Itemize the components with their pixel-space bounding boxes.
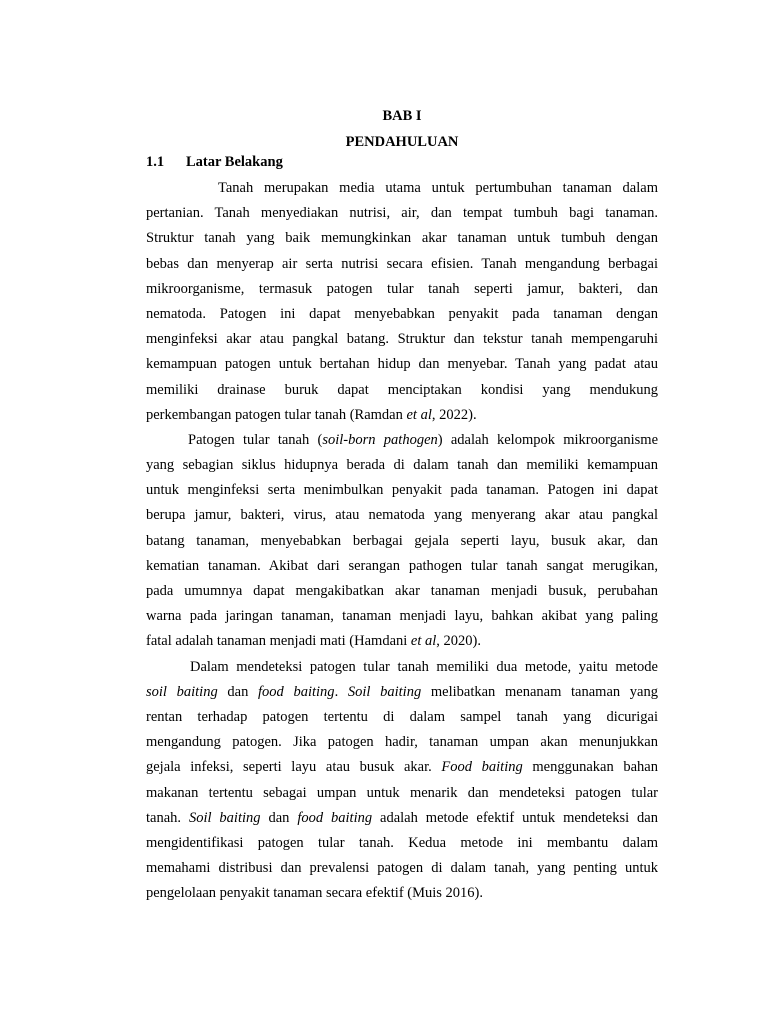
chapter-heading (0, 103, 768, 155)
section-heading (146, 152, 283, 172)
paragraph-line: Patogen tular tanah (soil-born pathogen) adalah kelompok mikroorganisme (188, 431, 659, 448)
paragraph-line: makanan tertentu sebagai umpan untuk menarik dan mendeteksi patogen tular (146, 784, 658, 801)
paragraph (146, 657, 658, 909)
paragraph-line: batang tanaman, menyebabkan berbagai gejala seperti layu, busuk akar, dan (146, 532, 658, 549)
paragraph-line: pada umumnya dapat mengakibatkan akar tanaman menjadi busuk, perubahan (146, 583, 658, 599)
paragraph-line: soil baiting dan food baiting. Soil baiting melibatkan menanam tanaman yang (146, 683, 658, 700)
paragraph-line: Struktur tanah yang baik memungkinkan akar tanaman untuk tumbuh dengan (146, 230, 658, 247)
paragraph-line: rentan terhadap patogen tertentu di dalam sampel tanah yang dicurigai (146, 708, 658, 725)
paragraph-line: mengandung patogen. Jika patogen hadir, tanaman umpan akan menunjukkan (146, 734, 658, 751)
body-text (146, 178, 658, 908)
italic-term: soil-born pathogen (322, 431, 438, 448)
paragraph-line: Tanah merupakan media utama untuk pertumbuhan tanaman dalam (218, 180, 658, 196)
section-number: 1.1 (146, 154, 165, 170)
italic-term: Food baiting (441, 759, 523, 776)
paragraph (146, 430, 658, 657)
paragraph-line: berupa jamur, bakteri, virus, atau nematoda yang menyerang akar atau pangkal (146, 507, 658, 524)
italic-term: et al (406, 406, 432, 423)
paragraph-line: warna pada jaringan tanaman, tanaman menjadi layu, bahkan akibat yang paling (146, 608, 658, 625)
section-title: Latar Belakang (186, 154, 283, 170)
paragraph (146, 178, 658, 430)
paragraph-line: bebas dan menyerap air serta nutrisi secara efisien. Tanah mengandung berbagai (146, 255, 658, 272)
paragraph-line: perkembangan patogen tular tanah (Ramdan et al, 2022). (146, 406, 477, 423)
italic-term: et al (410, 633, 437, 650)
paragraph-line: kemampuan patogen untuk bertahan hidup dan menyebar. Tanah yang padat atau (146, 356, 658, 373)
paragraph-line: nematoda. Patogen ini dapat menyebabkan penyakit pada tanaman dengan (146, 305, 658, 322)
italic-term: food baiting (258, 683, 335, 700)
italic-term: Soil baiting (188, 809, 261, 826)
chapter-title: PENDAHULUAN (345, 134, 459, 150)
paragraph-line: memahami distribusi dan prevalensi patogen di dalam tanah, yang penting untuk (146, 860, 658, 877)
paragraph-line: Dalam mendeteksi patogen tular tanah memiliki dua metode, yaitu metode (190, 658, 658, 675)
paragraph-line: mikroorganisme, termasuk patogen tular tanah seperti jamur, bakteri, dan (146, 280, 658, 297)
chapter-label: BAB I (382, 108, 422, 124)
paragraph-line: fatal adalah tanaman menjadi mati (Hamdani et al, 2020). (146, 633, 482, 650)
paragraph-line: menginfeksi akar atau pangkal batang. Struktur dan tekstur tanah mempengaruhi (146, 331, 658, 348)
paragraph-line: pertanian. Tanah menyediakan nutrisi, air, dan tempat tumbuh bagi tanaman. (146, 205, 658, 222)
paragraph-line: kematian tanaman. Akibat dari serangan pathogen tular tanah sangat merugikan, (146, 557, 658, 574)
paragraph-line: gejala infeksi, seperti layu atau busuk akar. Food baiting menggunakan bahan (146, 759, 658, 776)
paragraph-line: tanah. Soil baiting dan food baiting adalah metode efektif untuk mendeteksi dan (146, 809, 658, 826)
paragraph-line: memiliki drainase buruk dapat menciptakan kondisi yang mendukung (146, 381, 658, 398)
italic-term: food baiting (297, 809, 373, 826)
paragraph-line: untuk menginfeksi serta menimbulkan penyakit pada tanaman. Patogen ini dapat (146, 482, 658, 499)
paragraph-line: yang sebagian siklus hidupnya berada di dalam tanah dan memiliki kemampuan (146, 457, 658, 474)
italic-term: Soil baiting (347, 683, 422, 700)
italic-term: soil baiting (146, 683, 218, 700)
paragraph-line: mengidentifikasi patogen tular tanah. Kedua metode ini membantu dalam (146, 834, 658, 851)
paragraph-line: pengelolaan penyakit tanaman secara efektif (Muis 2016). (146, 885, 483, 902)
